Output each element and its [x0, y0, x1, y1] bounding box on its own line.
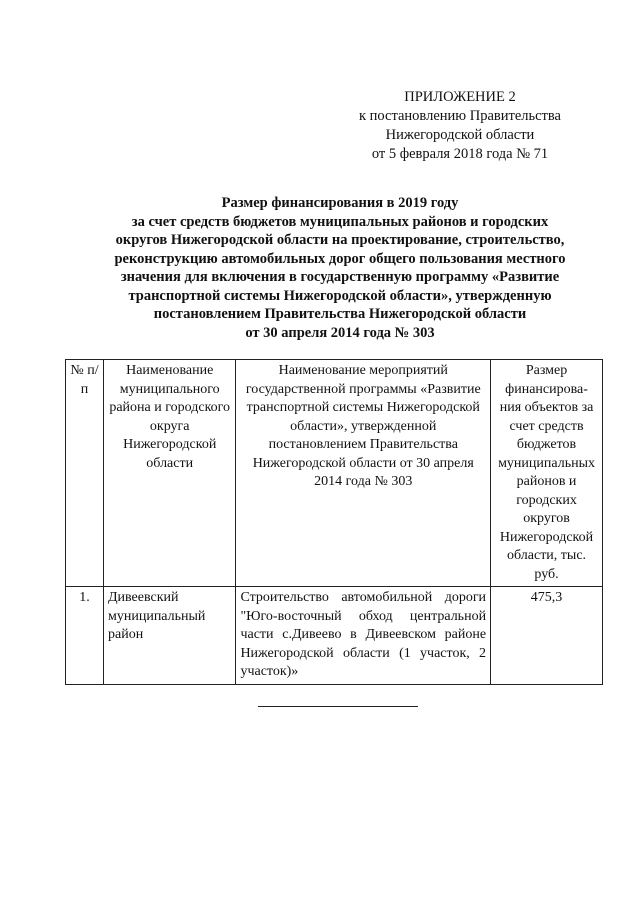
title-line: от 30 апреля 2014 года № 303 — [245, 324, 435, 341]
title-line: за счет средств бюджетов муниципальных районов и городских — [131, 213, 549, 230]
table-row — [66, 587, 603, 685]
title-line: округов Нижегородской области на проектирование, строительство, — [115, 232, 565, 248]
document-title — [80, 194, 600, 342]
appendix-header — [330, 88, 590, 164]
cell-amount: 475,3 — [491, 587, 603, 685]
title-line: транспортной системы Нижегородской области», утвержденную — [128, 287, 552, 304]
cell-number: 1. — [66, 587, 104, 685]
appendix-date: от 5 февраля 2018 года № 71 — [371, 146, 549, 162]
header-activity: Наименование мероприятий государственной программы «Развитие транспортной системы Нижегородской области», утвержденной постановлением Правительства Нижегородской области от 30 апреля 2014 года № 303 — [236, 360, 491, 587]
header-district: Наименование муниципального района и городского округа Нижегородской области — [103, 360, 235, 587]
header-amount: Размер финансирова-ния объектов за счет средств бюджетов муниципальных районов и городских округов Нижегородской области, тыс. руб. — [491, 360, 603, 587]
closing-divider — [258, 706, 418, 707]
cell-district: Дивеевский муниципальный район — [103, 587, 235, 685]
table-header-row — [66, 360, 603, 587]
title-line: постановлением Правительства Нижегородской области — [153, 306, 527, 322]
title-line: Размер финансирования в 2019 году — [221, 195, 459, 211]
header-number: № п/п — [66, 360, 104, 587]
appendix-resolution: к постановлению Правительства — [359, 108, 561, 124]
appendix-label: ПРИЛОЖЕНИЕ 2 — [404, 89, 516, 105]
financing-table — [65, 359, 603, 685]
title-line: реконструкцию автомобильных дорог общего пользования местного — [114, 250, 566, 267]
title-line: значения для включения в государственную программу «Развитие — [120, 269, 560, 285]
cell-activity: Строительство автомобильной дороги "Юго-восточный обход центральной части с.Дивеево в Дивеевском районе Нижегородской области (1 участок, 2 участок)» — [236, 587, 491, 685]
appendix-region: Нижегородской области — [385, 127, 535, 143]
